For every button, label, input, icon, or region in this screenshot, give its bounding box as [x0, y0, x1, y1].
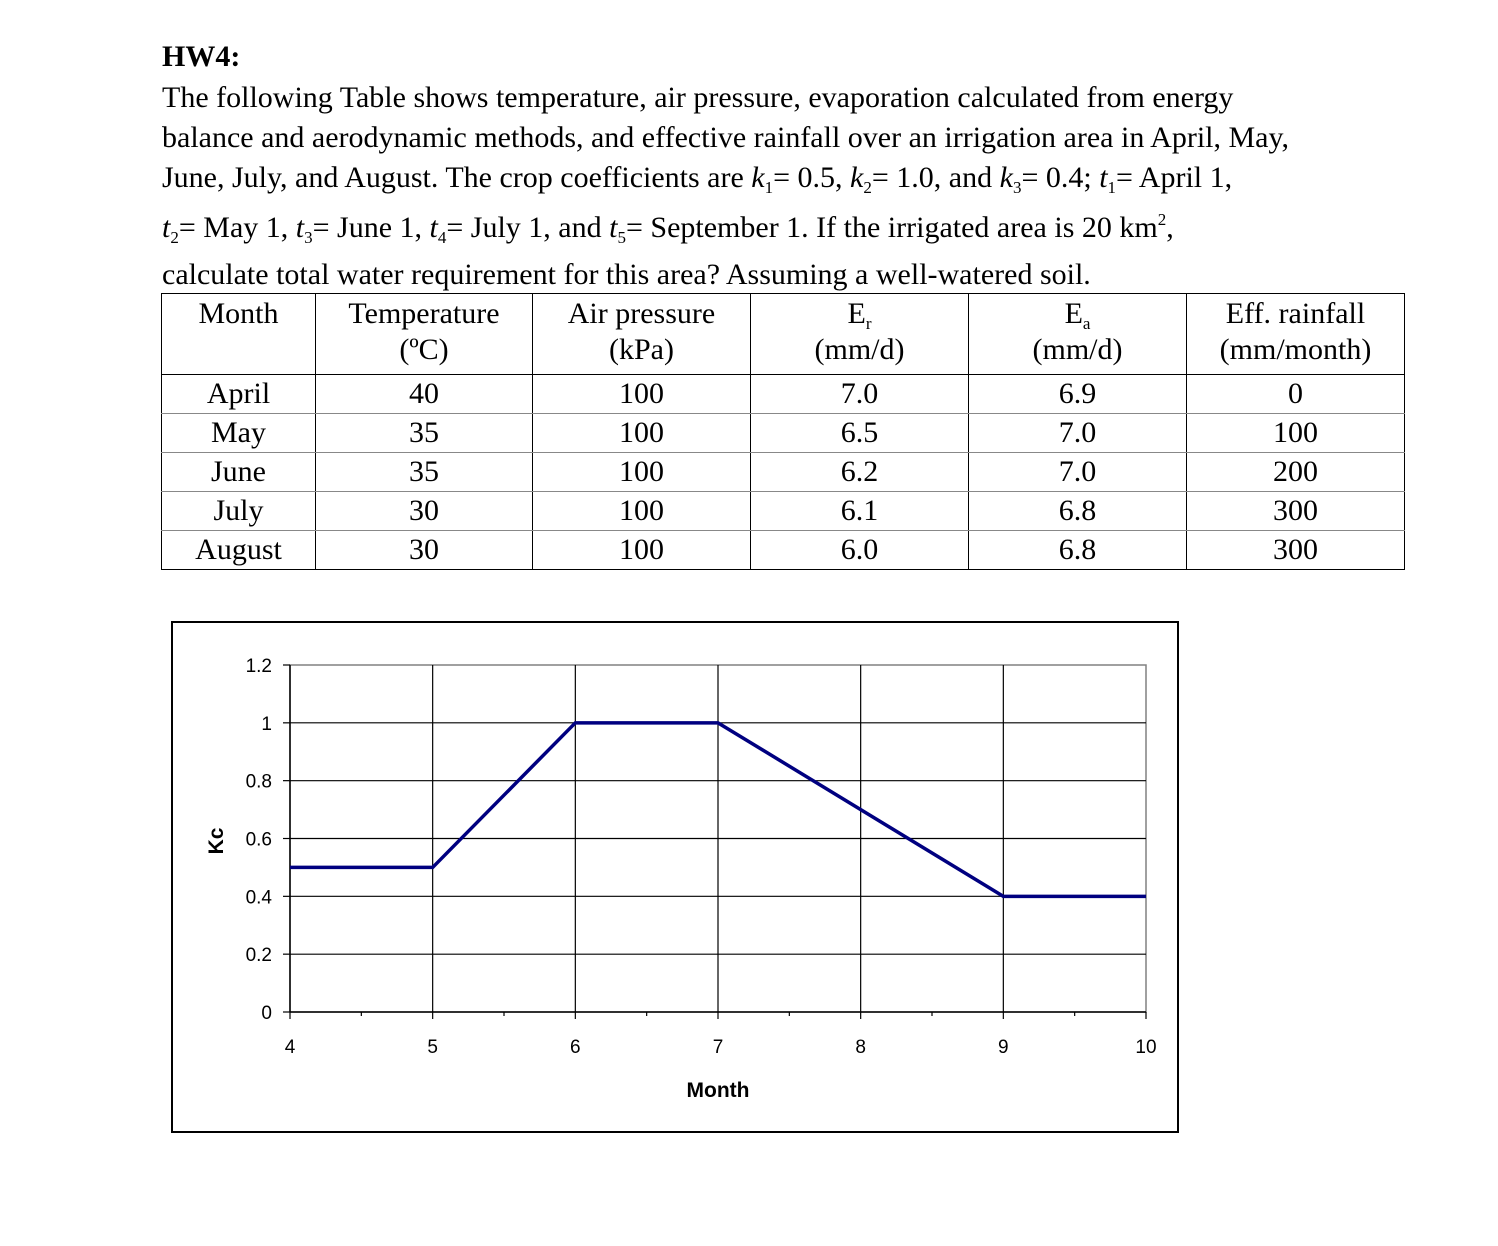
- x-tick-label: 6: [570, 1037, 581, 1058]
- problem-line-3: June, July, and August. The crop coefficients are $k_1= 0.5$, $k_2= 1.0$, and $k_3= 0.4$; $t_1=$ April 1,: [162, 161, 1233, 197]
- table-cell: 0: [1187, 375, 1405, 414]
- problem-line-5: calculate total water requirement for this area? Assuming a well-watered soil.: [162, 258, 1091, 291]
- y-tick-label: 0.6: [245, 829, 272, 851]
- y-axis-title: Kc: [205, 827, 228, 855]
- table-row: [162, 375, 1405, 414]
- y-tick-label: 0.8: [245, 771, 272, 793]
- table-cell: 30: [316, 531, 533, 570]
- table-cell: 300: [1187, 492, 1405, 531]
- table-cell: 6.9: [969, 375, 1187, 414]
- table-cell: 100: [1187, 414, 1405, 453]
- table-cell: May: [162, 414, 316, 453]
- header-month: Month: [162, 294, 316, 375]
- header-ea: $E_a$ (mm/d): [969, 294, 1187, 375]
- y-tick-label: 1: [261, 713, 272, 735]
- table-row: [162, 531, 1405, 570]
- table-cell: 100: [533, 375, 751, 414]
- header-er: $E_r$ (mm/d): [751, 294, 969, 375]
- table-cell: August: [162, 531, 316, 570]
- table-cell: June: [162, 453, 316, 492]
- table-cell: 6.1: [751, 492, 969, 531]
- x-tick-label: 5: [427, 1037, 438, 1058]
- table-cell: 100: [533, 453, 751, 492]
- y-tick-label: 0.2: [245, 945, 272, 967]
- x-axis-title: Month: [686, 1079, 750, 1102]
- table-cell: 35: [316, 453, 533, 492]
- table-cell: 200: [1187, 453, 1405, 492]
- table-cell: 7.0: [969, 453, 1187, 492]
- table-cell: 6.8: [969, 531, 1187, 570]
- problem-line-1: The following Table shows temperature, air pressure, evaporation calculated from energy: [162, 81, 1234, 114]
- y-tick-label: 0.4: [245, 887, 272, 909]
- table-cell: 7.0: [751, 375, 969, 414]
- data-table: [161, 293, 1405, 570]
- table-cell: 40: [316, 375, 533, 414]
- table-cell: 100: [533, 531, 751, 570]
- table-cell: April: [162, 375, 316, 414]
- table-cell: 6.8: [969, 492, 1187, 531]
- table-header-row: [162, 294, 1405, 375]
- table-cell: 35: [316, 414, 533, 453]
- problem-line-2: balance and aerodynamic methods, and effective rainfall over an irrigation area in April, May,: [162, 121, 1290, 154]
- x-tick-label: 10: [1135, 1037, 1157, 1058]
- x-tick-label: 4: [284, 1037, 296, 1058]
- table-cell: July: [162, 492, 316, 531]
- table-row: [162, 453, 1405, 492]
- y-tick-label: 0: [261, 1003, 272, 1024]
- table-cell: 300: [1187, 531, 1405, 570]
- header-temperature: Temperature (ºC): [316, 294, 533, 375]
- kc-chart: [171, 621, 1179, 1133]
- x-tick-label: 7: [712, 1037, 724, 1058]
- y-tick-label: 1.2: [245, 656, 272, 677]
- chart-grid: [290, 665, 1146, 1012]
- table-cell: 6.0: [751, 531, 969, 570]
- table-cell: 30: [316, 492, 533, 531]
- table-cell: 100: [533, 492, 751, 531]
- x-tick-label: 8: [855, 1037, 866, 1058]
- table-row: [162, 414, 1405, 453]
- table-cell: 6.2: [751, 453, 969, 492]
- table-cell: 100: [533, 414, 751, 453]
- page-title: HW4:: [162, 40, 241, 73]
- x-tick-label: 9: [998, 1037, 1009, 1058]
- header-eff-rainfall: Eff. rainfall (mm/month): [1187, 294, 1405, 375]
- header-air-pressure: Air pressure (kPa): [533, 294, 751, 375]
- problem-line-4: $t_2=$ May 1, $t_3=$ June 1, $t_4=$ July 1, and $t_5=$ September 1. If the irrigated area is 20 $km^2$,: [162, 210, 1174, 247]
- chart-axes: [246, 656, 1157, 1058]
- table-row: [162, 492, 1405, 531]
- table-cell: 7.0: [969, 414, 1187, 453]
- table-cell: 6.5: [751, 414, 969, 453]
